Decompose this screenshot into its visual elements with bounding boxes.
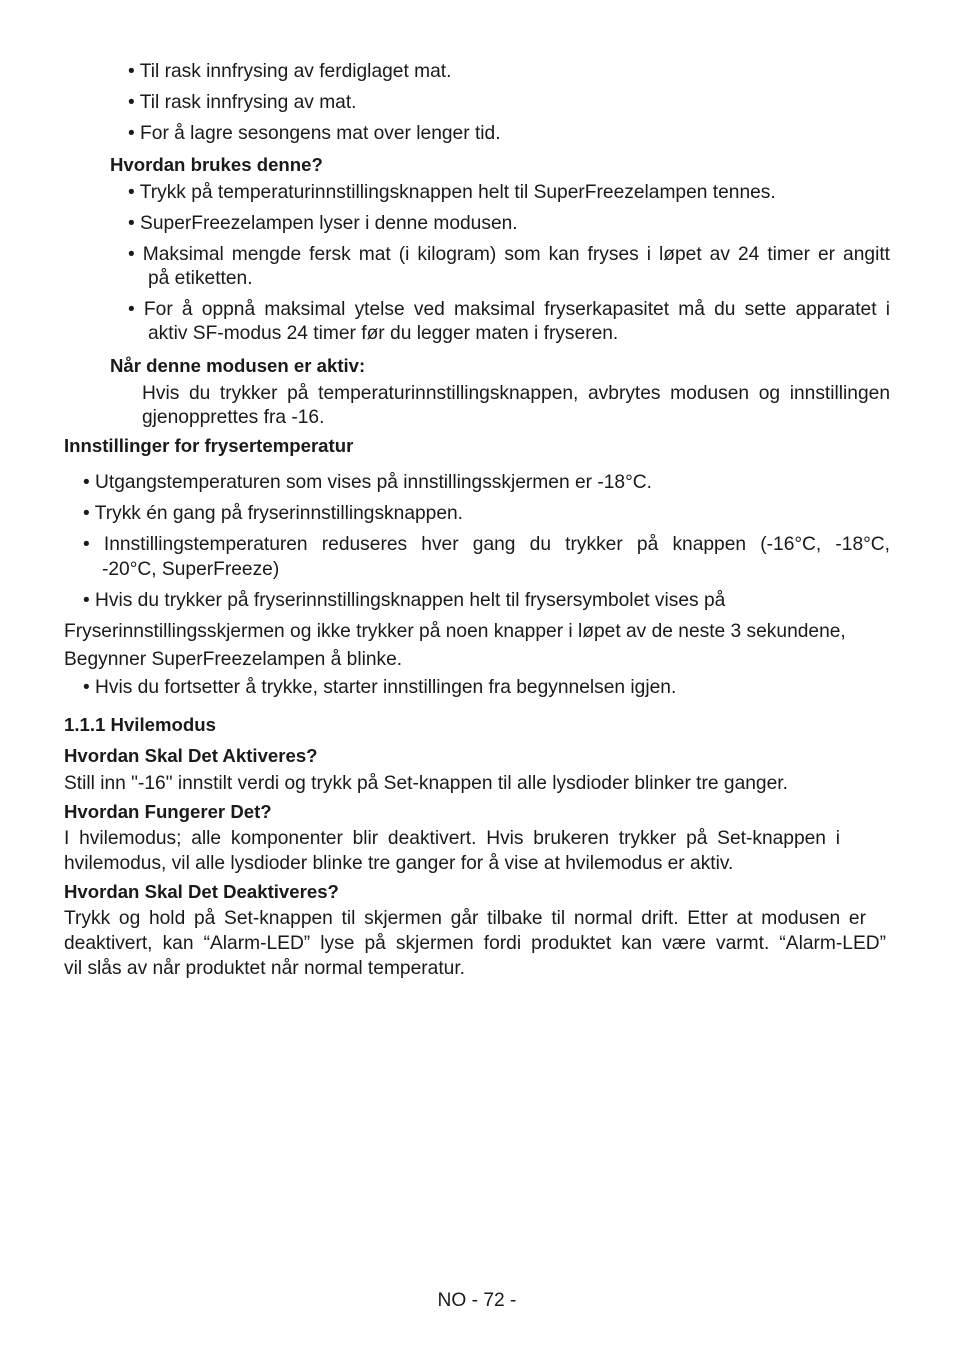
deactivate-text: Trykk og hold på Set-knappen til skjermen går tilbake til normal drift. Etter at modusen er bbox=[64, 908, 866, 929]
when-active-heading: Når denne modusen er aktiv: bbox=[110, 355, 366, 376]
freezer-settings-bullet: • Innstillingstemperaturen reduseres hver gang du trykker på knappen (-16°C, -18°C, bbox=[83, 534, 890, 555]
freezer-settings-bullet-continuation: -20°C, SuperFreeze) bbox=[102, 559, 280, 580]
activate-heading: Hvordan Skal Det Aktiveres? bbox=[64, 745, 318, 766]
page-number: NO - 72 - bbox=[437, 1290, 517, 1311]
sleep-mode-heading: 1.1.1 Hvilemodus bbox=[64, 714, 216, 735]
deactivate-heading: Hvordan Skal Det Deaktiveres? bbox=[64, 881, 339, 902]
how-used-bullet-continuation: aktiv SF-modus 24 timer før du legger maten i fryseren. bbox=[148, 323, 619, 344]
how-used-bullet: • Trykk på temperaturinnstillingsknappen helt til SuperFreezelampen tennes. bbox=[128, 182, 776, 203]
freezer-settings-bullet: • Utgangstemperaturen som vises på innstillingsskjermen er -18°C. bbox=[83, 472, 652, 493]
intro-bullet: • Til rask innfrysing av mat. bbox=[128, 92, 357, 113]
intro-bullet: • Til rask innfrysing av ferdiglaget mat. bbox=[128, 61, 452, 82]
how-used-heading: Hvordan brukes denne? bbox=[110, 154, 323, 175]
how-used-bullet: • SuperFreezelampen lyser i denne modusen. bbox=[128, 213, 518, 234]
freezer-settings-bullet: • Trykk én gang på fryserinnstillingsknappen. bbox=[83, 503, 464, 524]
works-text: I hvilemodus; alle komponenter blir deaktivert. Hvis brukeren trykker på Set-knappen i bbox=[64, 828, 840, 849]
freezer-settings-heading: Innstillinger for frysertemperatur bbox=[64, 435, 354, 456]
freezer-settings-text: Fryserinnstillingsskjermen og ikke trykker på noen knapper i løpet av de neste 3 sekundene, bbox=[64, 621, 846, 642]
deactivate-text: vil slås av når produktet når normal temperatur. bbox=[64, 958, 465, 979]
works-text: hvilemodus, vil alle lysdioder blinke tre ganger for å vise at hvilemodus er aktiv. bbox=[64, 853, 734, 874]
freezer-settings-bullet: • Hvis du trykker på fryserinnstillingsknappen helt til frysersymbolet vises på bbox=[83, 590, 726, 611]
how-used-bullet: • Maksimal mengde fersk mat (i kilogram) som kan fryses i løpet av 24 timer er angitt bbox=[128, 244, 890, 265]
freezer-settings-text: Begynner SuperFreezelampen å blinke. bbox=[64, 649, 403, 670]
intro-bullet: • For å lagre sesongens mat over lenger tid. bbox=[128, 123, 501, 144]
how-used-bullet: • For å oppnå maksimal ytelse ved maksimal fryserkapasitet må du sette apparatet i bbox=[128, 299, 890, 320]
activate-text: Still inn "-16" innstilt verdi og trykk på Set-knappen til alle lysdioder blinker tre ganger. bbox=[64, 773, 788, 794]
deactivate-text: deaktivert, kan “Alarm-LED” lyse på skjermen fordi produktet kan være varmt. “Alarm-LED” bbox=[64, 933, 886, 954]
when-active-text: Hvis du trykker på temperaturinnstillingsknappen, avbrytes modusen og innstillingen bbox=[142, 383, 890, 404]
how-used-bullet-continuation: på etiketten. bbox=[148, 268, 253, 289]
when-active-text: gjenopprettes fra -16. bbox=[142, 407, 325, 428]
freezer-settings-bullet: • Hvis du fortsetter å trykke, starter innstillingen fra begynnelsen igjen. bbox=[83, 677, 677, 698]
works-heading: Hvordan Fungerer Det? bbox=[64, 801, 272, 822]
